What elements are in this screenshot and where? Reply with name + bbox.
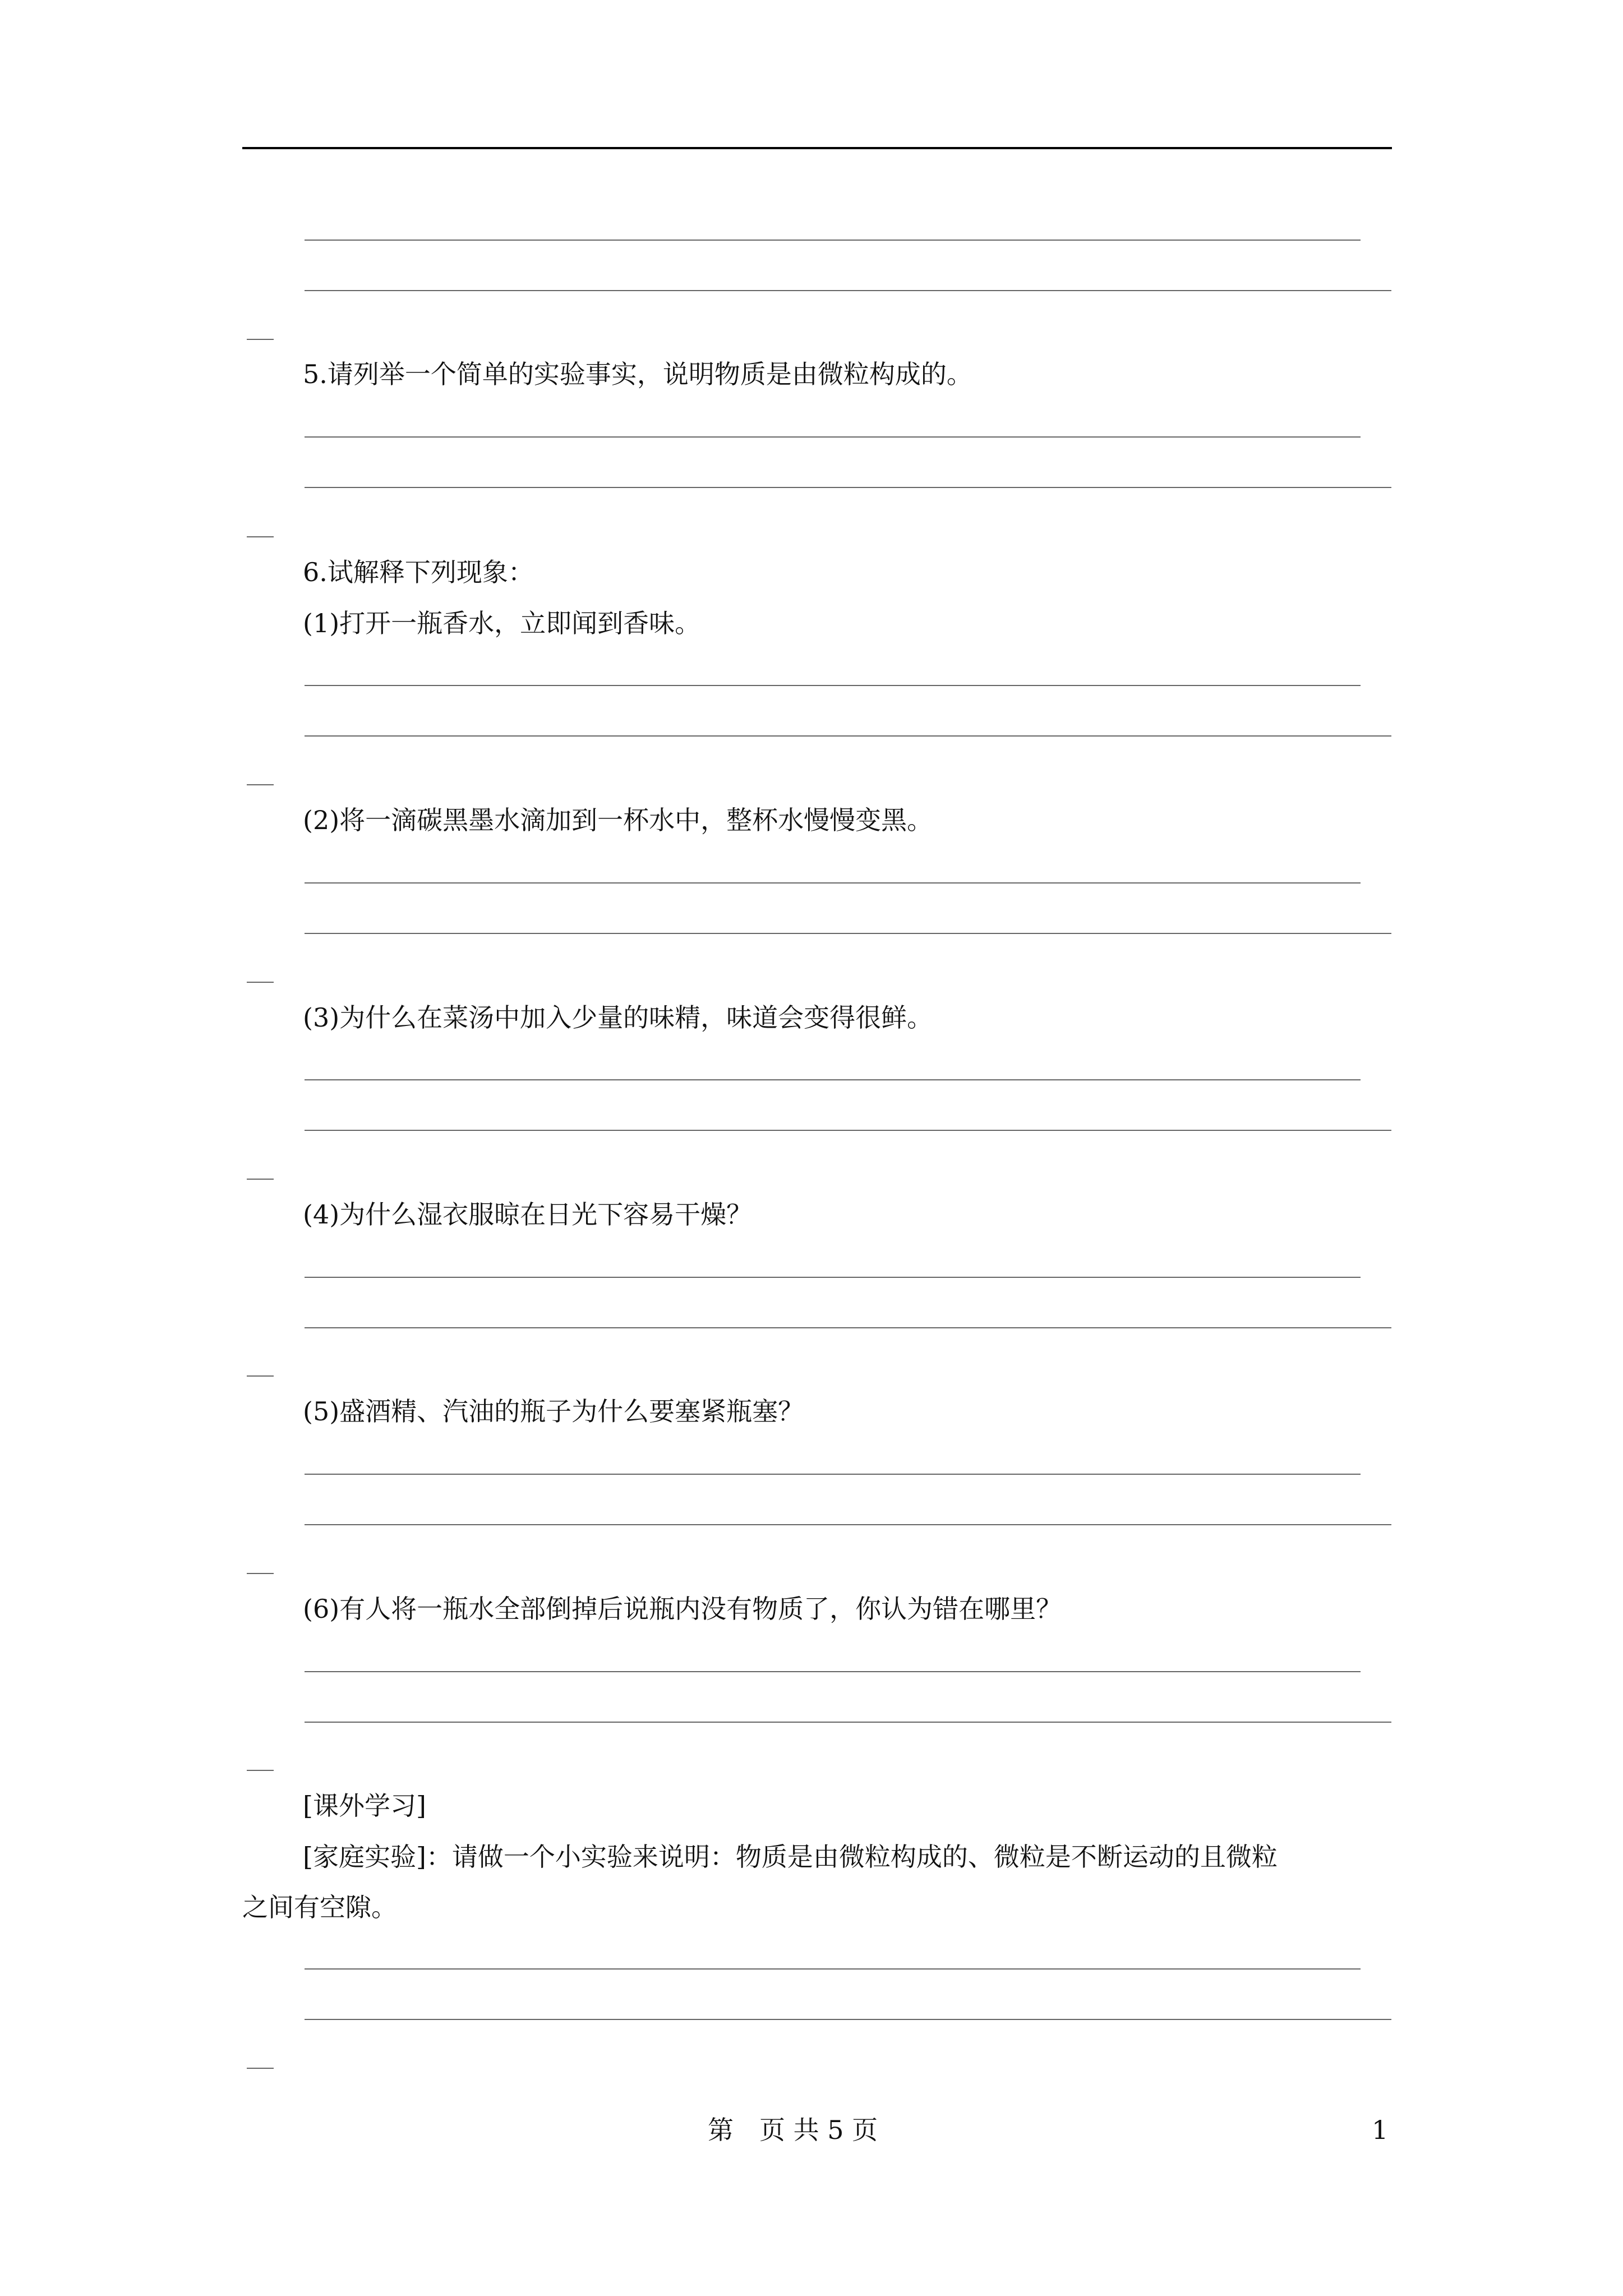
answer-line[interactable] [305,1130,1391,1131]
answer-line-end [247,982,274,983]
question-5: 5.请列举一个简单的实验事实，说明物质是由微粒构成的。 [303,359,972,389]
answer-line-end [247,536,274,537]
question-6-item-5: (5)盛酒精、汽油的瓶子为什么要塞紧瓶塞？ [303,1396,804,1427]
answer-line[interactable] [305,735,1391,737]
answer-line-end [247,784,274,785]
answer-line-end [247,1375,274,1377]
answer-line[interactable] [305,1968,1361,1970]
answer-line[interactable] [305,685,1361,686]
question-6-item-3: (3)为什么在菜汤中加入少量的味精，味道会变得很鲜。 [303,1002,933,1033]
answer-line[interactable] [305,240,1361,241]
answer-line[interactable] [305,436,1361,438]
answer-line[interactable] [305,1722,1391,1723]
question-6-item-6: (6)有人将一瓶水全部倒掉后说瓶内没有物质了，你认为错在哪里？ [303,1594,1062,1624]
answer-line[interactable] [305,882,1361,884]
answer-line[interactable] [305,933,1391,934]
extra-heading: [课外学习] [303,1791,426,1821]
home-experiment-line-2: 之间有空隙。 [242,1892,397,1922]
answer-line[interactable] [305,1079,1361,1080]
answer-line[interactable] [305,487,1391,488]
answer-line[interactable] [305,1671,1361,1672]
answer-line[interactable] [305,1524,1391,1525]
footer-page-number: 1 [1372,2115,1389,2145]
answer-line[interactable] [305,1474,1361,1475]
header-rule [242,147,1392,149]
answer-line-end [247,1770,274,1771]
answer-line-end [247,1573,274,1574]
footer-page-label: 第 页 共 5 页 [708,2115,878,2145]
answer-line-end [247,1179,274,1180]
home-experiment-line-1: [家庭实验]：请做一个小实验来说明：物质是由微粒构成的、微粒是不断运动的且微粒 [303,1842,1278,1872]
answer-line[interactable] [305,2019,1391,2020]
question-6-title: 6.试解释下列现象： [303,557,534,587]
answer-line[interactable] [305,1327,1391,1328]
answer-line-end [247,2068,274,2069]
question-6-item-1: (1)打开一瓶香水，立即闻到香味。 [303,608,701,638]
question-6-item-4: (4)为什么湿衣服晾在日光下容易干燥？ [303,1199,753,1230]
answer-line[interactable] [305,290,1391,291]
answer-line-end [247,339,274,340]
answer-line[interactable] [305,1277,1361,1278]
question-6-item-2: (2)将一滴碳黑墨水滴加到一杯水中，整杯水慢慢变黑。 [303,805,933,835]
